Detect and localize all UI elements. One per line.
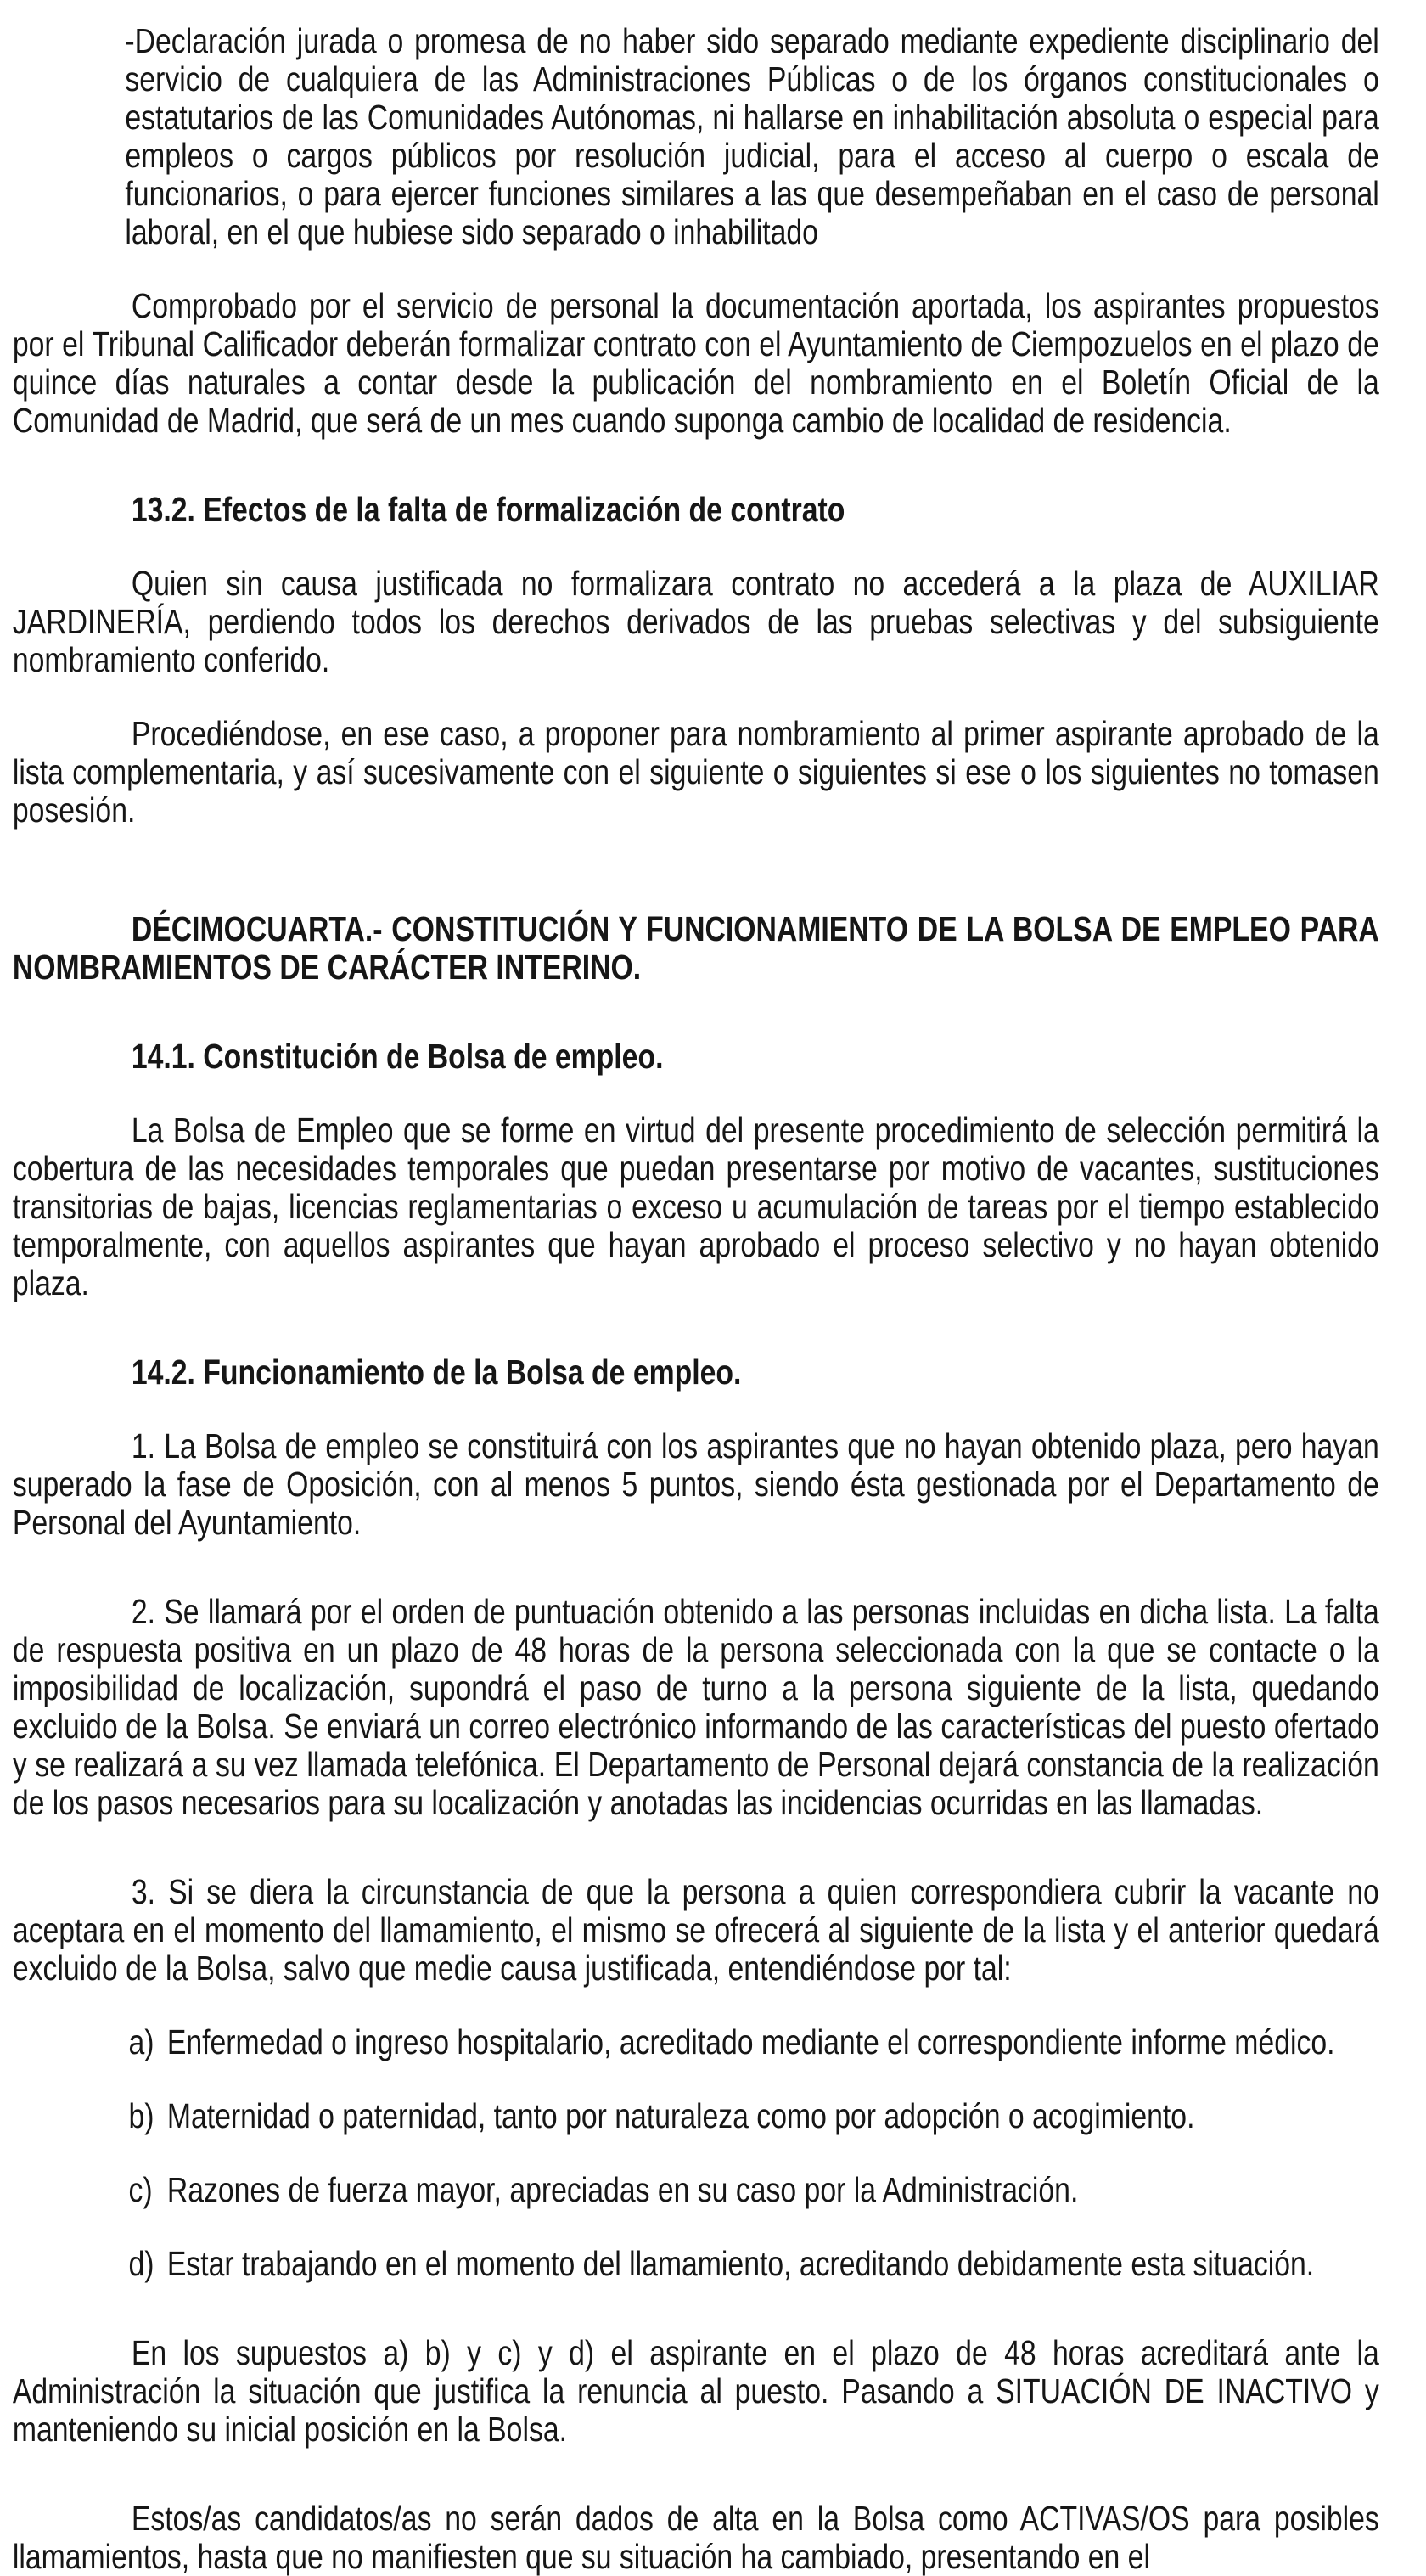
list-marker-a: a) <box>128 2022 154 2061</box>
heading-decimocuarta: DÉCIMOCUARTA.- CONSTITUCIÓN Y FUNCIONAMIENTO DE LA BOLSA DE EMPLEO PARA NOMBRAMIENTOS DE CARÁCTER INTERINO. <box>12 909 1379 987</box>
para-quien-sin-causa: Quien sin causa justificada no formalizara contrato no accederá a la plaza de AUXILIAR JARDINERÍA, perdiendo todos los derechos derivados de las pruebas selectivas y del subsiguiente nombramiento conferido. <box>12 564 1379 679</box>
list-item-text-b: Maternidad o paternidad, tanto por naturaleza como por adopción o acogimiento. <box>166 2096 1195 2135</box>
para-numero-2: 2. Se llamará por el orden de puntuación obtenido a las personas incluidas en dicha lista. La falta de respuesta positiva en un plazo de 48 horas de la persona seleccionada con la que se contacte o la imposibilidad de localización, supondrá el paso de turno a la persona siguiente de la lista, quedando excluido de la Bolsa. Se enviará un correo electrónico informando de las características del puesto ofertado y se realizará a su vez llamada telefónica. El Departamento de Personal dejará constancia de la realización de los pasos necesarios para su localización y anotadas las incidencias ocurridas en las llamadas. <box>12 1592 1379 1822</box>
para-numero-1: 1. La Bolsa de empleo se constituirá con los aspirantes que no hayan obtenido plaza, pero hayan superado la fase de Oposición, con al menos 5 puntos, siendo ésta gestionada por el Departamento de Personal del Ayuntamiento. <box>12 1426 1379 1542</box>
para-bolsa-empleo: La Bolsa de Empleo que se forme en virtud del presente procedimiento de selección permitirá la cobertura de las necesidades temporales que puedan presentarse por motivo de vacantes, sustituciones transitorias de bajas, licencias reglamentarias o exceso u acumulación de tareas por el tiempo establecido temporalmente, con aquellos aspirantes que hayan aprobado el proceso selectivo y no hayan obtenido plaza. <box>12 1111 1379 1302</box>
list-item-text-c: Razones de fuerza mayor, apreciadas en su caso por la Administración. <box>166 2170 1079 2209</box>
para-numero-3: 3. Si se diera la circunstancia de que la persona a quien correspondiera cubrir la vacante no aceptara en el momento del llamamiento, el mismo se ofrecerá al siguiente de la lista y el anterior quedará excluido de la Bolsa, salvo que medie causa justificada, entendiéndose por tal: <box>12 1872 1379 1988</box>
list-item-text-d: Estar trabajando en el momento del llamamiento, acreditando debidamente esta situación. <box>166 2244 1315 2283</box>
list-item-d <box>128 2244 1379 2283</box>
heading-13-2: 13.2. Efectos de la falta de formalización de contrato <box>131 490 845 529</box>
para-candidatos: Estos/as candidatos/as no serán dados de alta en la Bolsa como ACTIVAS/OS para posibles llamamientos, hasta que no manifiesten que su situación ha cambiado, presentando en el <box>12 2499 1379 2576</box>
list-marker-b: b) <box>128 2096 154 2135</box>
list-marker-d: d) <box>128 2244 154 2283</box>
list-marker-c: c) <box>128 2170 153 2209</box>
heading-14-2: 14.2. Funcionamiento de la Bolsa de empleo. <box>131 1353 742 1392</box>
list-item-c <box>128 2170 1379 2209</box>
para-declaracion-jurada: -Declaración jurada o promesa de no haber sido separado mediante expediente disciplinario del servicio de cualquiera de las Administraciones Públicas o de los órganos constitucionales o estatutarios de las Comunidades Autónomas, ni hallarse en inhabilitación absoluta o especial para empleos o cargos públicos por resolución judicial, para el acceso al cuerpo o escala de funcionarios, o para ejercer funciones similares a las que desempeñaban en el caso de personal laboral, en el que hubiese sido separado o inhabilitado <box>125 21 1379 251</box>
heading-14-1: 14.1. Constitución de Bolsa de empleo. <box>131 1037 664 1076</box>
para-supuestos: En los supuestos a) b) y c) y d) el aspirante en el plazo de 48 horas acreditará ante la Administración la situación que justifica la renuncia al puesto. Pasando a SITUACIÓN DE INACTIVO y manteniendo su inicial posición en la Bolsa. <box>12 2333 1379 2449</box>
para-comprobado: Comprobado por el servicio de personal la documentación aportada, los aspirantes propuestos por el Tribunal Calificador deberán formalizar contrato con el Ayuntamiento de Ciempozuelos en el plazo de quince días naturales a contar desde la publicación del nombramiento en el Boletín Oficial de la Comunidad de Madrid, que será de un mes cuando suponga cambio de localidad de residencia. <box>12 286 1379 440</box>
list-item-b <box>128 2096 1379 2135</box>
para-procediendose: Procediéndose, en ese caso, a proponer para nombramiento al primer aspirante aprobado de la lista complementaria, y así sucesivamente con el siguiente o siguientes si ese o los siguientes no tomasen posesión. <box>12 714 1379 830</box>
list-item-text-a: Enfermedad o ingreso hospitalario, acreditado mediante el correspondiente informe médico. <box>166 2022 1335 2061</box>
list-item-a <box>128 2022 1379 2061</box>
